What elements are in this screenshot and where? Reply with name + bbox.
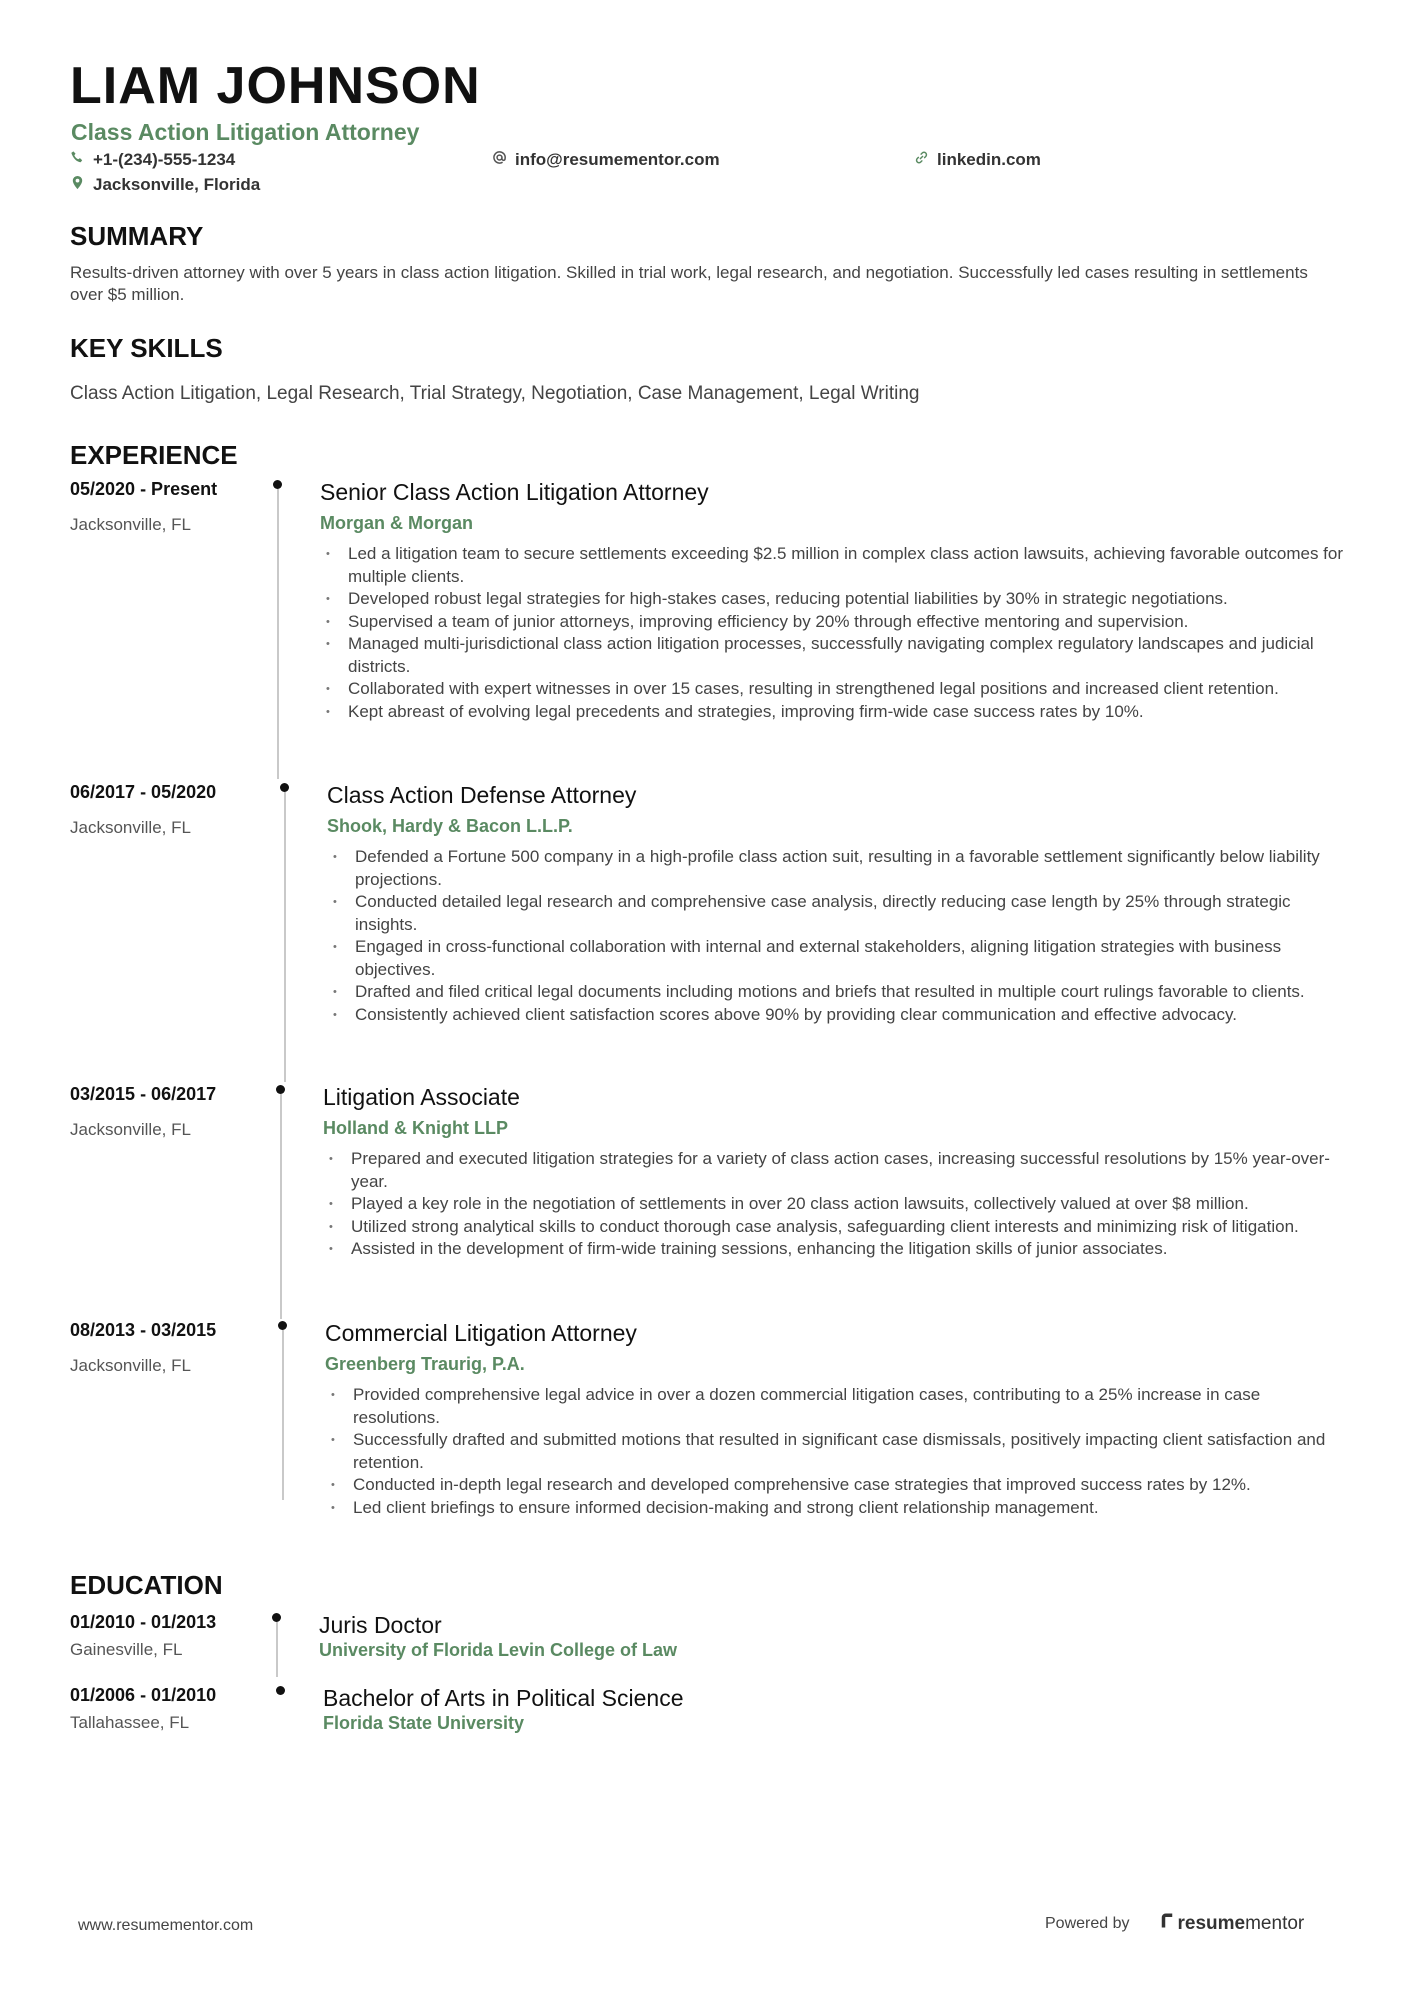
bullet-item: • Successfully drafted and submitted motions that resulted in significant case dismissals, positively impacting client satisfaction and retention. xyxy=(329,1429,1349,1474)
brand-name-bold: resume xyxy=(1177,1912,1246,1934)
entry-bullets xyxy=(324,543,1344,723)
experience-heading: EXPERIENCE xyxy=(70,440,238,470)
timeline-line xyxy=(276,1622,278,1677)
entry-dates: 08/2013 - 03/2015 xyxy=(70,1320,217,1340)
timeline-dot xyxy=(276,1686,285,1695)
bullet-item: • Led a litigation team to secure settlements exceeding $2.5 million in complex class action lawsuits, achieving favorable outcomes for multiple clients. xyxy=(324,543,1344,588)
entry-bullets xyxy=(327,1148,1347,1261)
contact-email xyxy=(492,149,720,171)
contact-phone xyxy=(70,149,235,171)
timeline-line xyxy=(282,1330,284,1500)
timeline-dot xyxy=(280,783,289,792)
entry-location: Tallahassee, FL xyxy=(70,1713,190,1732)
entry-school: University of Florida Levin College of Law xyxy=(319,1640,678,1660)
timeline-line xyxy=(280,1094,282,1319)
linkedin-url: linkedin.com xyxy=(937,150,1041,169)
resumementor-logo-icon xyxy=(1160,1912,1174,1935)
phone-number: +1-(234)-555-1234 xyxy=(93,150,236,169)
timeline-dot xyxy=(272,1613,281,1622)
timeline-dot xyxy=(276,1085,285,1094)
candidate-name: LIAM JOHNSON xyxy=(70,57,481,115)
bullet-item: • Defended a Fortune 500 company in a high-profile class action suit, resulting in a favorable settlement significantly below liability projections. xyxy=(331,846,1351,891)
brand-name-light: mentor xyxy=(1245,1912,1305,1934)
bullet-item: • Consistently achieved client satisfaction scores above 90% by providing clear communication and effective advocacy. xyxy=(331,1004,1351,1027)
timeline-dot xyxy=(278,1321,287,1330)
entry-company: Morgan & Morgan xyxy=(320,513,473,533)
bullet-item: • Developed robust legal strategies for high-stakes cases, reducing potential liabilities by 30% in strategic negotiations. xyxy=(324,588,1344,611)
bullet-item: • Conducted in-depth legal research and developed comprehensive case strategies that improved success rates by 12%. xyxy=(329,1474,1349,1497)
summary-heading: SUMMARY xyxy=(70,221,204,251)
bullet-item: • Drafted and filed critical legal documents including motions and briefs that resulted in multiple court rulings favorable to clients. xyxy=(331,981,1351,1004)
location-pin-icon xyxy=(70,174,85,196)
entry-role: Class Action Defense Attorney xyxy=(327,782,637,808)
entry-dates: 01/2006 - 01/2010 xyxy=(70,1685,217,1705)
footer-website[interactable]: www.resumementor.com xyxy=(78,1917,254,1934)
entry-role: Senior Class Action Litigation Attorney xyxy=(320,479,709,505)
bullet-item: • Conducted detailed legal research and comprehensive case analysis, directly reducing case length by 25% through strategic insights. xyxy=(331,891,1351,936)
bullet-item: • Engaged in cross-functional collaboration with internal and external stakeholders, aligning litigation strategies with business objectives. xyxy=(331,936,1351,981)
bullet-item: • Managed multi-jurisdictional class action litigation processes, successfully navigating complex regulatory landscapes and judicial districts. xyxy=(324,633,1344,678)
entry-location: Jacksonville, FL xyxy=(70,1120,191,1139)
bullet-item: • Utilized strong analytical skills to conduct thorough case analysis, safeguarding client interests and minimizing risk of litigation. xyxy=(327,1216,1347,1239)
bullet-item: • Played a key role in the negotiation of settlements in over 20 class action lawsuits, collectively valued at over $8 million. xyxy=(327,1193,1347,1216)
resumementor-logo[interactable] xyxy=(1160,1912,1305,1935)
powered-by-label: Powered by xyxy=(1045,1914,1130,1932)
bullet-item: • Kept abreast of evolving legal precedents and strategies, improving firm-wide case success rates by 10%. xyxy=(324,701,1344,724)
entry-dates: 05/2020 - Present xyxy=(70,479,218,499)
entry-school: Florida State University xyxy=(323,1713,525,1733)
summary-text: Results-driven attorney with over 5 years in class action litigation. Skilled in trial work, legal research, and negotiation. Successfully led cases resulting in settlements over $5 million. xyxy=(70,263,1308,304)
entry-company: Greenberg Traurig, P.A. xyxy=(325,1354,525,1374)
skills-heading: KEY SKILLS xyxy=(70,333,223,363)
timeline-line xyxy=(284,792,286,1082)
at-icon xyxy=(492,149,507,171)
bullet-item: • Prepared and executed litigation strategies for a variety of class action cases, increasing successful resolutions by 15% year-over-year. xyxy=(327,1148,1347,1193)
entry-location: Jacksonville, FL xyxy=(70,515,191,534)
entry-company: Holland & Knight LLP xyxy=(323,1118,508,1138)
entry-role: Litigation Associate xyxy=(323,1084,520,1110)
bullet-item: • Assisted in the development of firm-wide training sessions, enhancing the litigation skills of junior associates. xyxy=(327,1238,1347,1261)
email-address: info@resumementor.com xyxy=(515,150,720,169)
contact-location xyxy=(70,174,260,196)
timeline-dot xyxy=(273,480,282,489)
skills-text: Class Action Litigation, Legal Research, Trial Strategy, Negotiation, Case Management, Legal Writing xyxy=(70,383,920,404)
entry-bullets xyxy=(331,846,1351,1026)
location-text: Jacksonville, Florida xyxy=(93,175,261,194)
entry-location: Gainesville, FL xyxy=(70,1640,183,1659)
timeline-line xyxy=(277,489,279,779)
entry-dates: 01/2010 - 01/2013 xyxy=(70,1612,217,1632)
phone-icon xyxy=(70,149,85,171)
bullet-item: • Led client briefings to ensure informed decision-making and strong client relationship management. xyxy=(329,1497,1349,1520)
education-heading: EDUCATION xyxy=(70,1570,223,1600)
entry-degree: Juris Doctor xyxy=(319,1612,442,1638)
entry-dates: 03/2015 - 06/2017 xyxy=(70,1084,217,1104)
entry-degree: Bachelor of Arts in Political Science xyxy=(323,1685,684,1711)
entry-bullets xyxy=(329,1384,1349,1519)
entry-location: Jacksonville, FL xyxy=(70,1356,191,1375)
bullet-item: • Provided comprehensive legal advice in over a dozen commercial litigation cases, contributing to a 25% increase in case resolutions. xyxy=(329,1384,1349,1429)
job-title: Class Action Litigation Attorney xyxy=(71,119,420,145)
link-icon xyxy=(914,149,929,171)
bullet-item: • Collaborated with expert witnesses in over 15 cases, resulting in strengthened legal positions and increased client retention. xyxy=(324,678,1344,701)
entry-company: Shook, Hardy & Bacon L.L.P. xyxy=(327,816,573,836)
contact-linkedin xyxy=(914,149,1041,171)
footer-branding xyxy=(1045,1912,1304,1935)
entry-dates: 06/2017 - 05/2020 xyxy=(70,782,217,802)
entry-role: Commercial Litigation Attorney xyxy=(325,1320,637,1346)
bullet-item: • Supervised a team of junior attorneys, improving efficiency by 20% through effective mentoring and supervision. xyxy=(324,611,1344,634)
entry-location: Jacksonville, FL xyxy=(70,818,191,837)
